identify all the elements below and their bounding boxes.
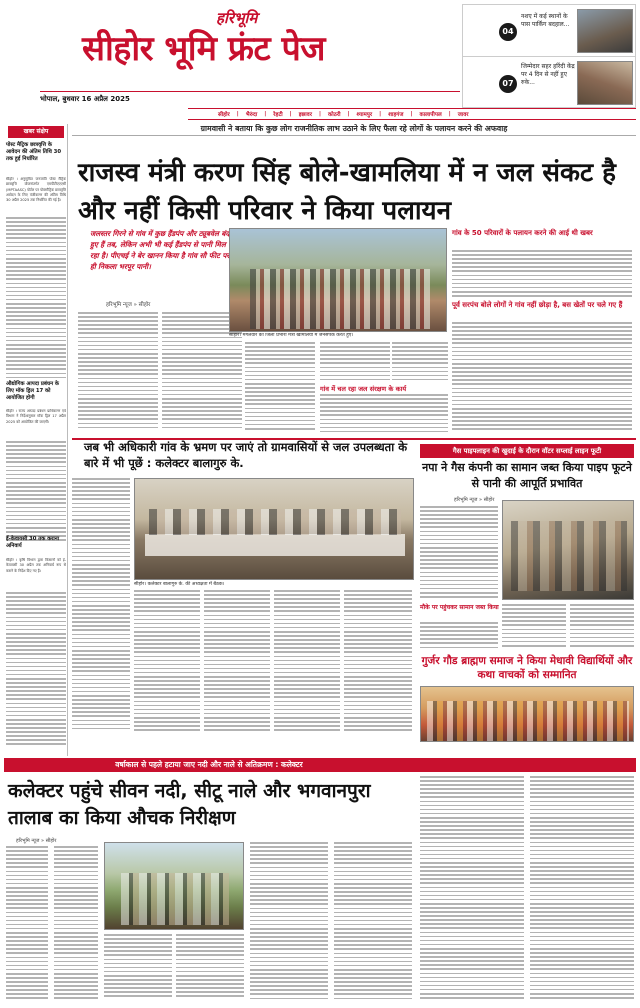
town-item[interactable]: श्यामपुर bbox=[356, 112, 373, 118]
meeting-attendees bbox=[149, 509, 401, 535]
town-item[interactable]: कालापीपल bbox=[419, 112, 442, 118]
collector-body-col5 bbox=[344, 590, 412, 736]
lead-photo bbox=[229, 228, 447, 332]
town-item[interactable]: इछावर bbox=[298, 112, 312, 118]
pipeline-body-col1b bbox=[420, 622, 498, 652]
gaud-ceremony-photo bbox=[420, 686, 634, 742]
lead-kicker: ग्रामवासी ने बताया कि कुछ लोग राजनीतिक लाभ उठाने के लिए फैला रहे लोगों के पलायन करने की अफवाह bbox=[72, 124, 636, 136]
pipeline-body-col2 bbox=[502, 604, 566, 650]
officials-group bbox=[121, 873, 229, 925]
pipeline-body-col3 bbox=[570, 604, 634, 650]
dateline-bar bbox=[40, 91, 460, 107]
bottom-body-col5 bbox=[250, 842, 328, 1002]
students-group bbox=[427, 701, 629, 741]
river-inspection-photo bbox=[104, 842, 244, 930]
town-item[interactable]: शाहगंज bbox=[388, 112, 404, 118]
news-brief-column bbox=[4, 124, 68, 756]
brief-body: सीहोर । अनुसूचित जनजाति पोस्ट मैट्रिक छात्रवृत्ति योजनांतर्गत एमपीटीएएएसी (MPTAASC) पोर्टल पर पोस्टमैट्रिक छात्रवृत्ति आवेदन के लिए पंजीकरण की अंतिम तिथि 30 अप्रैल 2025 तक निर्धारित की गई है। bbox=[6, 177, 66, 203]
brief-body: सीहोर । कृषि विभाग द्वारा किसानों को ई-केवायसी 30 अप्रैल तक अनिवार्य रूप से कराने के निर्देश दिए गए हैं। bbox=[6, 558, 66, 573]
lead-byline: हरिभूमि न्यूज » सीहोर bbox=[106, 302, 151, 308]
dateline: भोपाल, बुधवार 16 अप्रैल 2025 bbox=[40, 95, 130, 103]
collector-body-col3 bbox=[204, 590, 270, 736]
pipeline-body-col1 bbox=[420, 506, 498, 602]
town-item[interactable]: सीहोर bbox=[218, 112, 230, 118]
lead-quote: जलस्तर गिरने से गांव में कुछ हैंडपंप और ट्यूबवेल बंद हुए हैं तब, लेकिन अभी भी कई हैंडपंप से पानी मिल रहा है। पीएचई ने बेर खानन किया है गांव सौ फीट पर ही निकला भरपूर पानी। bbox=[90, 229, 230, 271]
pipeline-headline[interactable]: नपा ने गैस कंपनी का सामान जब्त किया पाइप फूटने से पानी की आपूर्ति प्रभावित bbox=[422, 461, 632, 490]
gaud-body-col1 bbox=[420, 776, 524, 1002]
collector-photo-caption: सीहोर। कलेक्टर बालागुरु के. की अध्यक्षता में बैठक। bbox=[134, 582, 225, 587]
collector-body-col1 bbox=[72, 478, 130, 736]
lead-body-col7 bbox=[452, 250, 632, 298]
brief-body-filler bbox=[6, 217, 66, 397]
brief-headline[interactable]: ई-केवायसी 30 तक कराना अनिवार्य bbox=[6, 536, 60, 549]
brief-headline[interactable]: पोस्ट मैट्रिक छात्रवृत्ति के आवेदन की अंतिम तिथि 30 तक हुई निर्धारित bbox=[6, 142, 62, 162]
brief-body: सीहोर । राज्य आपदा प्रबंधन प्राधिकरण एवं विभाग ने निर्देशानुसार मॉक ड्रिल 17 अप्रैल 2025 को आयोजित की जाएगी। bbox=[6, 409, 66, 424]
page-title: सीहोर भूमि फ्रंट पेज bbox=[82, 29, 325, 69]
teaser-number: 04 bbox=[499, 23, 517, 41]
teaser-number: 07 bbox=[499, 75, 517, 93]
meeting-table bbox=[145, 534, 405, 556]
masthead bbox=[40, 6, 460, 96]
gaud-body-col2 bbox=[530, 776, 634, 1002]
teaser-item[interactable] bbox=[463, 57, 635, 109]
bottom-body-col3 bbox=[104, 934, 172, 1002]
bottom-kicker: वर्षाकाल से पहले हटाया जाए नदी और नाले से अतिक्रमण : कलेक्टर bbox=[115, 760, 303, 769]
lead-subhead: गांव के 50 परिवारों के पलायन करने की आई थी खबर bbox=[452, 229, 593, 237]
bottom-byline: हरिभूमि न्यूज » सीहोर bbox=[16, 838, 57, 844]
town-item[interactable]: जावर bbox=[457, 112, 469, 118]
teaser-text: जिम्मेदार सहर हरिंदी केंद्र पर 4 दिन से नहीं हुए रुके... bbox=[521, 63, 575, 86]
teaser-box bbox=[462, 4, 636, 108]
crowd-group bbox=[250, 269, 430, 329]
town-item[interactable]: रेहटी bbox=[273, 112, 283, 118]
town-strip: सीहोर | भैरुंदा | रेहटी | इछावर | कोठरी | श्यामपुर | शाहगंज | कालापीपल | जावर bbox=[188, 108, 636, 120]
lead-subhead: गांव में चल रहा जल संरक्षण के कार्य bbox=[320, 385, 407, 393]
pipeline-photo bbox=[502, 500, 634, 600]
collector-body-col2 bbox=[134, 590, 200, 736]
lead-body-col1 bbox=[78, 312, 158, 434]
lead-body-col4 bbox=[320, 342, 390, 382]
pipeline-byline: हरिभूमि न्यूज » सीहोर bbox=[454, 497, 495, 503]
lead-body-col6 bbox=[320, 394, 448, 434]
lead-body-col5 bbox=[392, 342, 448, 382]
lead-headline[interactable]: राजस्व मंत्री करण सिंह बोले-खामलिया में न जल संकट है और नहीं किसी परिवार ने किया पलायन bbox=[78, 158, 616, 226]
gaud-headline[interactable]: गुर्जर गौड ब्राह्मण समाज ने किया मेधावी विद्यार्थियों और कथा वाचकों को सम्मानित bbox=[421, 655, 633, 681]
pipeline-kicker: गैस पाइपलाइन की खुदाई के दौरान वॉटर सप्लाई लाइन फूटी bbox=[420, 444, 634, 458]
bottom-body-col2 bbox=[54, 846, 98, 1002]
sidebar-header: खबर संक्षेप bbox=[8, 126, 64, 138]
brief-headline[interactable]: औद्योगिक आपदा प्रबंधन के लिए मॉक ड्रिल 17 को आयोजित होगी bbox=[6, 381, 59, 401]
brand-logo: हरिभूमि bbox=[216, 9, 258, 27]
teaser-text: नशए में कई स्थानों के पास पार्किंग बदहाल... bbox=[521, 13, 570, 28]
collector-body-col4 bbox=[274, 590, 340, 736]
teaser-item[interactable] bbox=[463, 5, 635, 57]
collector-headline[interactable]: जब भी अधिकारी गांव के भ्रमण पर जाएं तो ग्रामवासियों से जल उपलब्धता के बारे में भी पूछें : कलेक्टर बालागुरु के. bbox=[84, 440, 408, 470]
teaser-photo bbox=[577, 9, 633, 53]
bottom-kicker-bar bbox=[4, 758, 636, 772]
brief-body-filler bbox=[6, 441, 66, 551]
town-item[interactable]: भैरुंदा bbox=[245, 112, 258, 118]
bottom-body-col6 bbox=[334, 842, 412, 1002]
worker-figures bbox=[511, 521, 627, 591]
lead-body-col3 bbox=[245, 342, 315, 434]
bottom-body-col1 bbox=[6, 846, 48, 1002]
town-item[interactable]: कोठरी bbox=[328, 112, 341, 118]
collector-meeting-photo bbox=[134, 478, 414, 580]
lead-subhead: पूर्व सरपंच बोले लोगों ने गांव नहीं छोड़ा है, बस खेतों पर चले गए हैं bbox=[452, 301, 623, 309]
pipeline-subhead: मौके पर पहुंचकर सामान जब्त किया bbox=[420, 604, 499, 611]
teaser-photo bbox=[577, 61, 633, 105]
lead-body-col8 bbox=[452, 322, 632, 434]
bottom-headline[interactable]: कलेक्टर पहुंचे सीवन नदी, सीटू नाले और भगवानपुरा तालाब का किया औचक निरीक्षण bbox=[8, 780, 371, 829]
brief-body-filler bbox=[6, 592, 66, 754]
bottom-body-col4 bbox=[176, 934, 244, 1002]
lead-photo-caption: सीहोर। मंगलवार को जिला प्रभारी मंत्री खामलिया में जनसंपर्क करते हुए। bbox=[229, 333, 354, 338]
